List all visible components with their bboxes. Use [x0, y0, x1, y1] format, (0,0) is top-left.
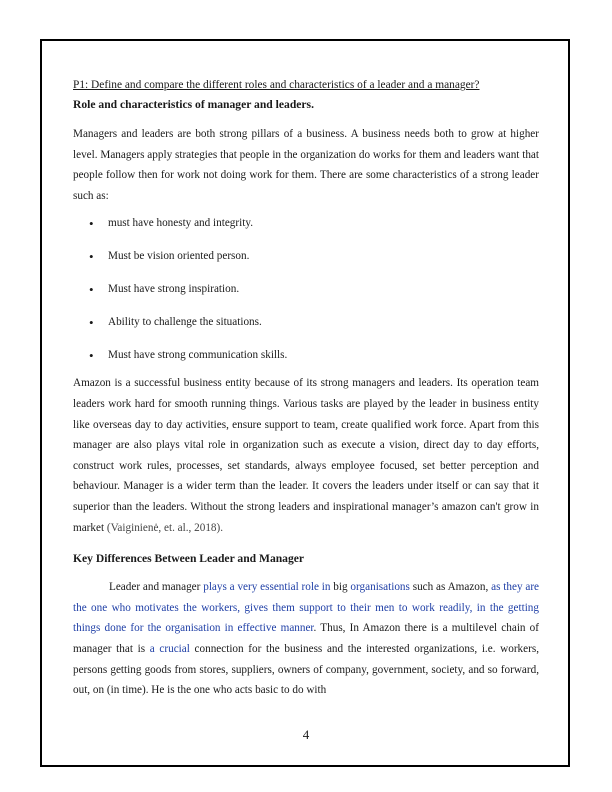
characteristics-list [73, 207, 539, 372]
list-item: • Must have strong inspiration. [73, 273, 539, 306]
differences-paragraph [73, 577, 539, 701]
characteristics-list-wrapper [73, 207, 539, 372]
text-run: . Thus, In Amazon there is a multilevel chain of manager that is [73, 622, 539, 655]
amazon-paragraph-text: Amazon is a successful business entity because of its strong managers and leaders. Its operation team leaders work hard for smooth running things. Various tasks are played by the leader in business entity like overseas day to day activities, ensure support to team, create qualified work force. Apart from this manager are also plays vital role in organization such as execute a vision, direct day to day efforts, construct work rules, processes, set standards, always employee focused, set better perception and behaviour. Manager is a wider term than the leader. It covers the leaders under itself or can say that it superior than the leaders. Without the strong leaders and inspirational manager’s amazon can't grow in market [73, 377, 539, 534]
citation: (Vaiginienė, et. al., 2018). [106, 521, 224, 534]
page-number: 4 [302, 727, 310, 742]
text-run: big [330, 581, 351, 594]
section-title: Role and characteristics of manager and leaders. [73, 98, 314, 111]
list-item: • must have honesty and integrity. [73, 207, 539, 240]
intro-paragraph: Managers and leaders are both strong pillars of a business. A business needs both to grow at higher level. Managers apply strategies that people in the organization do works for them and leaders want that people follow then for work not doing work for them. There are some characteristics of a strong leader such as: [73, 128, 539, 202]
document-body [73, 78, 539, 701]
highlighted-text: as they are the one who motivates the workers, gives them support to their men to work readily, in the getting things done for the organisation in effective manner [73, 581, 540, 635]
highlighted-text: a crucial [149, 642, 190, 655]
highlighted-text: organisations [350, 581, 410, 594]
text-run: such as Amazon, [409, 581, 492, 594]
list-item: • Must be vision oriented person. [73, 240, 539, 273]
question-heading: P1: Define and compare the different roles and characteristics of a leader and a manager? [73, 79, 480, 91]
text-run: connection for the business and the interested organizations, i.e. workers, persons getting goods from stores, suppliers, owners of company, government, society, and so forward, out, on (in time). He is the one who acts basic to do with [73, 642, 539, 697]
list-item: • Ability to challenge the situations. [73, 306, 539, 339]
text-run: Leader and manager [109, 581, 204, 594]
list-item: • Must have strong communication skills. [73, 339, 539, 372]
differences-title: Key Differences Between Leader and Manager [73, 552, 305, 566]
highlighted-text: plays a very essential role in [203, 581, 331, 594]
amazon-paragraph [73, 373, 539, 538]
